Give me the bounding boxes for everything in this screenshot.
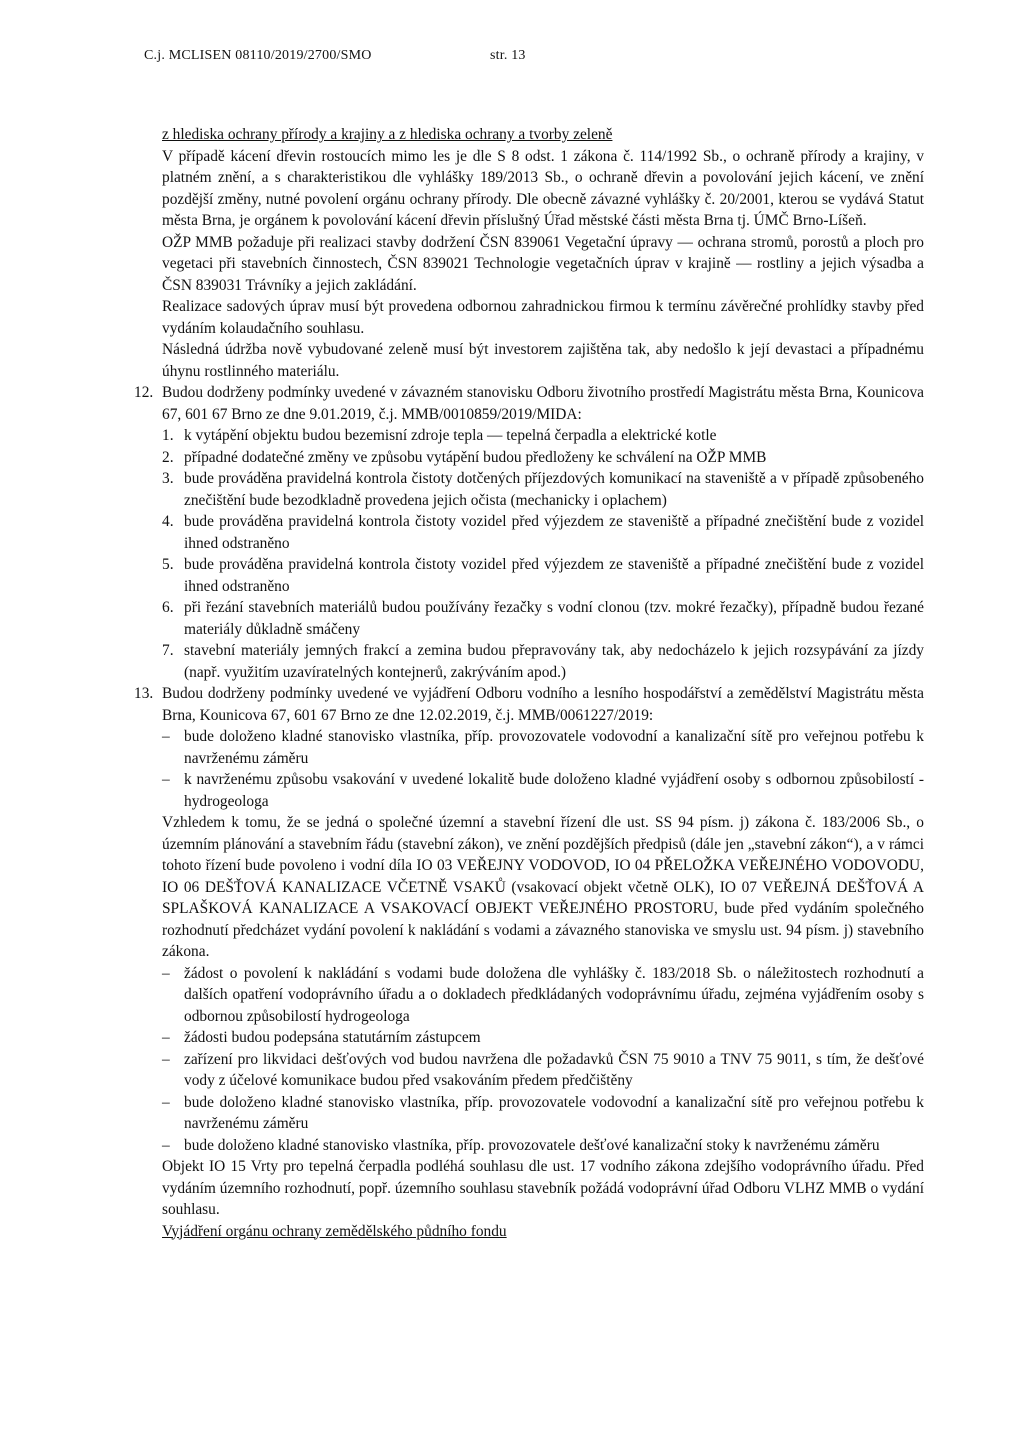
condition-number: 13. bbox=[134, 685, 154, 702]
list-item bbox=[162, 597, 924, 640]
list-item-text: bude prováděna pravidelná kontrola čistoty vozidel před výjezdem ze staveniště a případné znečištění bude z vozidel ihned odstraněno bbox=[184, 556, 924, 595]
condition-13 bbox=[134, 683, 924, 1221]
list-item-text: bude doloženo kladné stanovisko vlastníka, příp. provozovatele vodovodní a kanalizační sítě pro veřejnou potřebu k navrženému záměru bbox=[184, 728, 924, 767]
paragraph: V případě kácení dřevin rostoucích mimo les je dle S 8 odst. 1 zákona č. 114/1992 Sb., o ochraně přírody a krajiny, v platném znění, a s charakteristikou dle vyhlášky 189/2013 Sb., o ochraně dřevin a povolování jejich kácení, ve znění pozdější změny, nutné povolení orgánu ochrany přírody. Dle obecně závazné vyhlášky č. 20/2001, kterou se vydává Statut města Brna, je orgánem k povolování kácení dřevin příslušný Úřad městské části města Brna tj. ÚMČ Brno-Líšeň. bbox=[162, 147, 924, 229]
condition-text: Budou dodrženy podmínky uvedené ve vyjádření Odboru vodního a lesního hospodářství a zemědělství Magistrátu města Brna, Kounicova 67, 601 67 Brno ze dne 12.02.2019, č.j. MMB/0061227/2019: bbox=[162, 685, 924, 724]
list-item bbox=[162, 447, 924, 469]
list-item bbox=[162, 726, 924, 769]
list-item bbox=[162, 769, 924, 812]
dash-list bbox=[162, 726, 924, 812]
numbered-list bbox=[162, 425, 924, 683]
list-number: 4. bbox=[162, 513, 174, 530]
list-item bbox=[162, 1027, 924, 1049]
condition-number: 12. bbox=[134, 384, 154, 401]
list-item bbox=[162, 1135, 924, 1157]
list-item-text: bude doloženo kladné stanovisko vlastníka, příp. provozovatele vodovodní a kanalizační sítě pro veřejnou potřebu k navrženému záměru bbox=[184, 1093, 924, 1132]
list-item bbox=[162, 1049, 924, 1092]
condition-text: Budou dodrženy podmínky uvedené v závazném stanovisku Odboru životního prostředí Magistrátu města Brna, Kounicova 67, 601 67 Brno ze dne 9.01.2019, č.j. MMB/0010859/2019/MIDA: bbox=[162, 384, 924, 423]
dash-bullet: – bbox=[162, 1093, 170, 1111]
list-number: 6. bbox=[162, 599, 174, 616]
list-item-text: k navrženému způsobu vsakování v uvedené lokalitě bude doloženo kladné vyjádření osoby s odbornou způsobilostí - hydrogeologa bbox=[184, 771, 924, 810]
section-title-agriculture: Vyjádření orgánu ochrany zemědělského půdního fondu bbox=[162, 1222, 507, 1240]
list-item-text: bude doloženo kladné stanovisko vlastníka, příp. provozovatele dešťové kanalizační stoky k navrženému záměru bbox=[184, 1136, 880, 1154]
list-item-text: žádosti budou podepsána statutárním zástupcem bbox=[184, 1029, 481, 1046]
list-number: 5. bbox=[162, 556, 174, 573]
paragraph: Objekt IO 15 Vrty pro tepelná čerpadla podléhá souhlasu dle ust. 17 vodního zákona zdejšího vodoprávního úřadu. Před vydáním územního rozhodnutí, popř. územního souhlasu stavebník požádá vodoprávní úřad Odboru VLHZ MMB o vydání souhlasu. bbox=[162, 1158, 924, 1218]
dash-list bbox=[162, 963, 924, 1157]
list-item bbox=[162, 554, 924, 597]
list-number: 2. bbox=[162, 448, 174, 466]
list-item-text: stavební materiály jemných frakcí a zemina budou přepravovány tak, aby nedocházelo k jejich rozsypávání za jízdy (např. využitím uzavíratelných kontejnerů, zakrýváním apod.) bbox=[184, 642, 924, 681]
list-number: 3. bbox=[162, 470, 174, 487]
page-number: str. 13 bbox=[490, 48, 526, 63]
paragraph: OŽP MMB požaduje při realizaci stavby dodržení ČSN 839061 Vegetační úpravy — ochrana stromů, porostů a ploch pro vegetaci při stavebních činnostech, ČSN 839021 Technologie vegetačních úprav v krajině — rostliny a jejich výsadba a ČSN 839031 Trávníky a jejich zakládání. bbox=[162, 233, 924, 294]
list-item-text: bude prováděna pravidelná kontrola čistoty dotčených příjezdových komunikací na staveniště a v případě způsobeného znečištění bude bezodkladně provedena jejich očista (mechanicky i oplachem) bbox=[184, 470, 924, 509]
list-item bbox=[162, 468, 924, 511]
dash-bullet: – bbox=[162, 1029, 170, 1046]
dash-bullet: – bbox=[162, 771, 170, 788]
paragraph: Vzhledem k tomu, že se jedná o společné územní a stavební řízení dle ust. SS 94 písm. j) zákona č. 183/2006 Sb., o územním plánování a stavebním řádu (stavební zákon), ve znění pozdějších předpisů (dále jen „stavební zákon“), a v rámci tohoto řízení bude povoleno i vodní díla IO 03 VEŘEJNY VODOVOD, IO 04 PŘELOŽKA VEŘEJNÉHO VODOVODU, IO 06 DEŠŤOVÁ KANALIZACE VČETNĚ VSAKŮ (vsakovací objekt včetně OLK), IO 07 VEŘEJNÁ DEŠŤOVÁ A SPLAŠKOVÁ KANALIZACE A VSAKOVACÍ OBJEKT VEŘEJNÉHO PROSTORU, bude před vydáním společného rozhodnutí předcházet vydání povolení k nakládání s vodami a závazného stanoviska ve smyslu ust. 94 písm. j) stavebního zákona. bbox=[162, 814, 924, 960]
list-item bbox=[162, 511, 924, 554]
list-item bbox=[162, 1092, 924, 1135]
condition-12 bbox=[134, 382, 924, 683]
list-item bbox=[162, 425, 924, 447]
paragraph: Realizace sadových úprav musí být provedena odbornou zahradnickou firmou k termínu závěrečné prohlídky stavby před vydáním kolaudačního souhlasu. bbox=[162, 298, 924, 337]
dash-bullet: – bbox=[162, 964, 170, 982]
list-number: 1. bbox=[162, 427, 174, 444]
list-item-text: žádost o povolení k nakládání s vodami bude doložena dle vyhlášky č. 183/2018 Sb. o náležitostech rozhodnutí a dalších opatření vodoprávního úřadu a o dokladech předkládaných vodoprávnímu úřadu, zejména vyjádřením osoby s odbornou způsobilostí hydrogeologa bbox=[184, 964, 924, 1025]
list-number: 7. bbox=[162, 642, 174, 659]
page-header bbox=[144, 48, 526, 64]
list-item bbox=[162, 640, 924, 683]
paragraph: Následná údržba nově vybudované zeleně musí být investorem zajištěna tak, aby nedošlo k její devastaci a případnému úhynu rostlinného materiálu. bbox=[162, 341, 924, 380]
reference-number: C.j. MCLISEN 08110/2019/2700/SMO bbox=[144, 48, 372, 63]
section-title-nature: z hlediska ochrany přírody a krajiny a z hlediska ochrany a tvorby zeleně bbox=[162, 126, 613, 143]
list-item-text: k vytápění objektu budou bezemisní zdroje tepla — tepelná čerpadla a elektrické kotle bbox=[184, 427, 717, 444]
dash-bullet: – bbox=[162, 728, 170, 745]
list-item bbox=[162, 963, 924, 1028]
dash-bullet: – bbox=[162, 1050, 170, 1068]
document-body bbox=[134, 124, 924, 1242]
list-item-text: zařízení pro likvidaci dešťových vod budou navržena dle požadavků ČSN 75 9010 a TNV 75 9011, s tím, že dešťové vody z účelové komunikace budou před vsakováním předem předčištěny bbox=[184, 1050, 924, 1089]
dash-bullet: – bbox=[162, 1136, 170, 1154]
list-item-text: případné dodatečné změny ve způsobu vytápění budou předloženy ke schválení na OŽP MMB bbox=[184, 448, 767, 466]
list-item-text: bude prováděna pravidelná kontrola čistoty vozidel před výjezdem ze staveniště a případné znečištění bude z vozidel ihned odstraněno bbox=[184, 513, 924, 552]
list-item-text: při řezání stavebních materiálů budou používány řezačky s vodní clonou (tzv. mokré řezačky), případně budou řezané materiály důkladně smáčeny bbox=[184, 599, 924, 638]
